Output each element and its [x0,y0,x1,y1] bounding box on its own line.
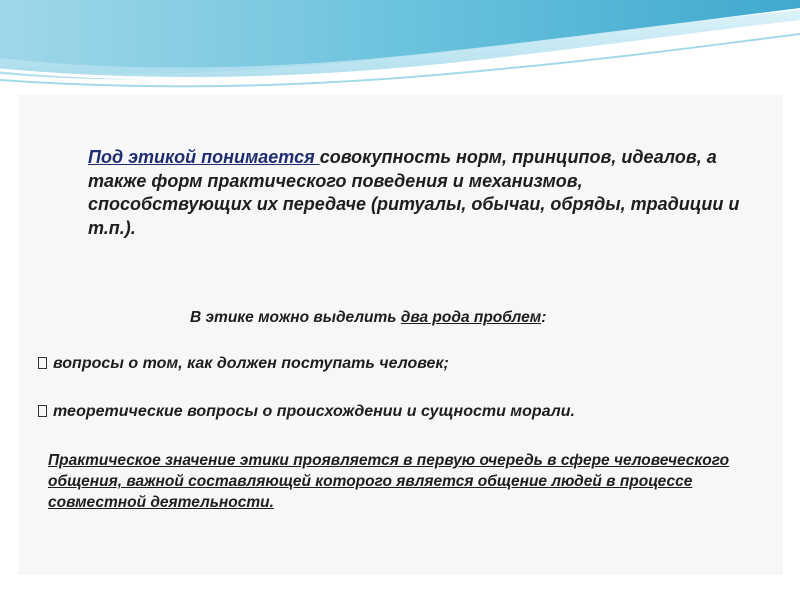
definition-paragraph [88,146,748,240]
problems-intro-after: : [541,309,547,326]
definition-lead: Под этикой понимается [88,147,320,167]
problems-intro-before: В этике можно выделить [190,309,401,326]
problems-intro [190,306,750,329]
list-item-text: вопросы о том, как должен поступать человек; [53,355,449,372]
header-wave-decoration [0,0,800,110]
definition-body: совокупность норм, принципов, идеалов, а также форм практического поведения и механизмов, способствующих их передаче (ритуалы, обычаи, обряды, традиции и т.п.). [88,147,740,238]
box-bullet-icon [38,357,47,369]
list-item [38,354,778,374]
box-bullet-icon [38,405,47,417]
list-item-text: теоретические вопросы о происхождении и сущности морали. [53,403,575,420]
problems-intro-underlined: два рода проблем [400,309,542,326]
list-item [38,402,778,422]
practical-significance-paragraph: Практическое значение этики проявляется в первую очередь в сфере человеческого общения, важной составляющей которого является общение людей в процессе совместной деятельности. [48,452,730,511]
